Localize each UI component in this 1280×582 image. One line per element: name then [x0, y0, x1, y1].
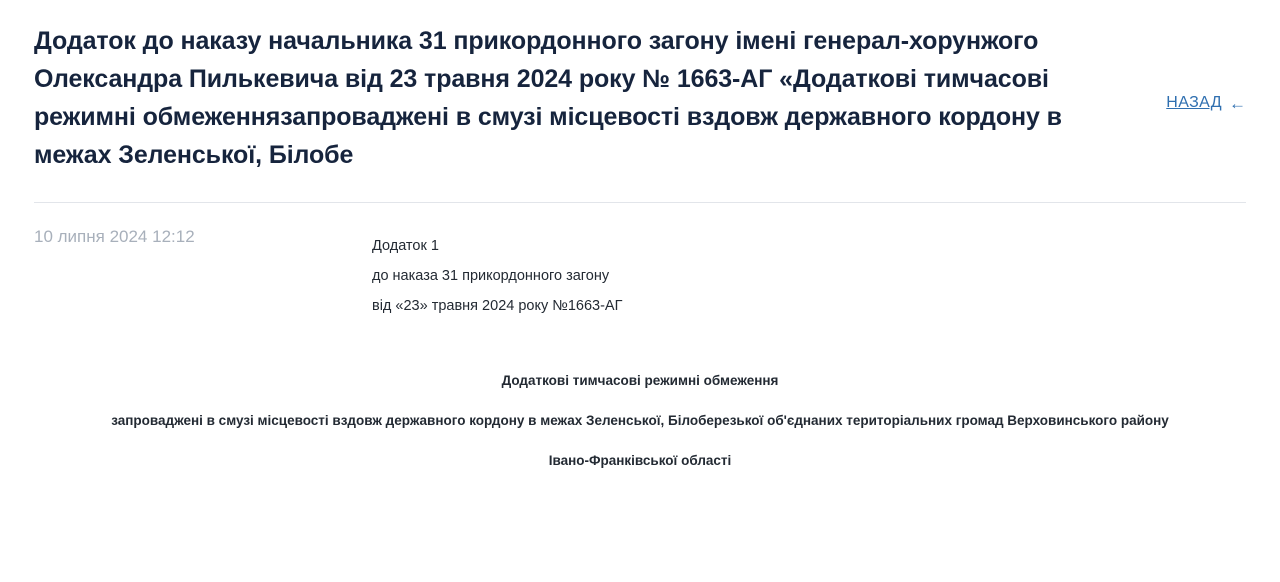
publish-date: 10 липня 2024 12:12 — [34, 227, 195, 246]
arrow-left-icon: ← — [1229, 93, 1246, 113]
document-heading — [34, 361, 1246, 481]
header-divider — [34, 202, 1246, 203]
document-body — [0, 231, 1280, 481]
heading-line: запроваджені в смузі місцевості вздовж державного кордону в межах Зеленської, Білоберезької об'єднаних територіальних громад Верховинського району — [111, 413, 1169, 428]
page-title: Додаток до наказу начальника 31 прикордонного загону імені генерал-хорунжого Олександра Пилькевича від 23 травня 2024 року № 1663-АГ «Додаткові тимчасові режимні обмеженнязапроваджені в смузі місцевості вздовж державного кордону в межах Зеленської, Білобе — [34, 27, 1062, 169]
annex-line: Додаток 1 — [372, 238, 439, 254]
back-link[interactable] — [1166, 94, 1246, 112]
annex-line: до наказа 31 прикордонного загону — [372, 268, 610, 284]
annex-line: від «23» травня 2024 року №1663-АГ — [372, 298, 623, 314]
back-link-label: НАЗАД — [1166, 94, 1222, 111]
heading-line: Івано-Франківської області — [548, 453, 732, 468]
annex-reference — [372, 231, 1246, 321]
heading-line: Додаткові тимчасові режимні обмеження — [501, 373, 779, 388]
page-header — [0, 0, 1280, 174]
